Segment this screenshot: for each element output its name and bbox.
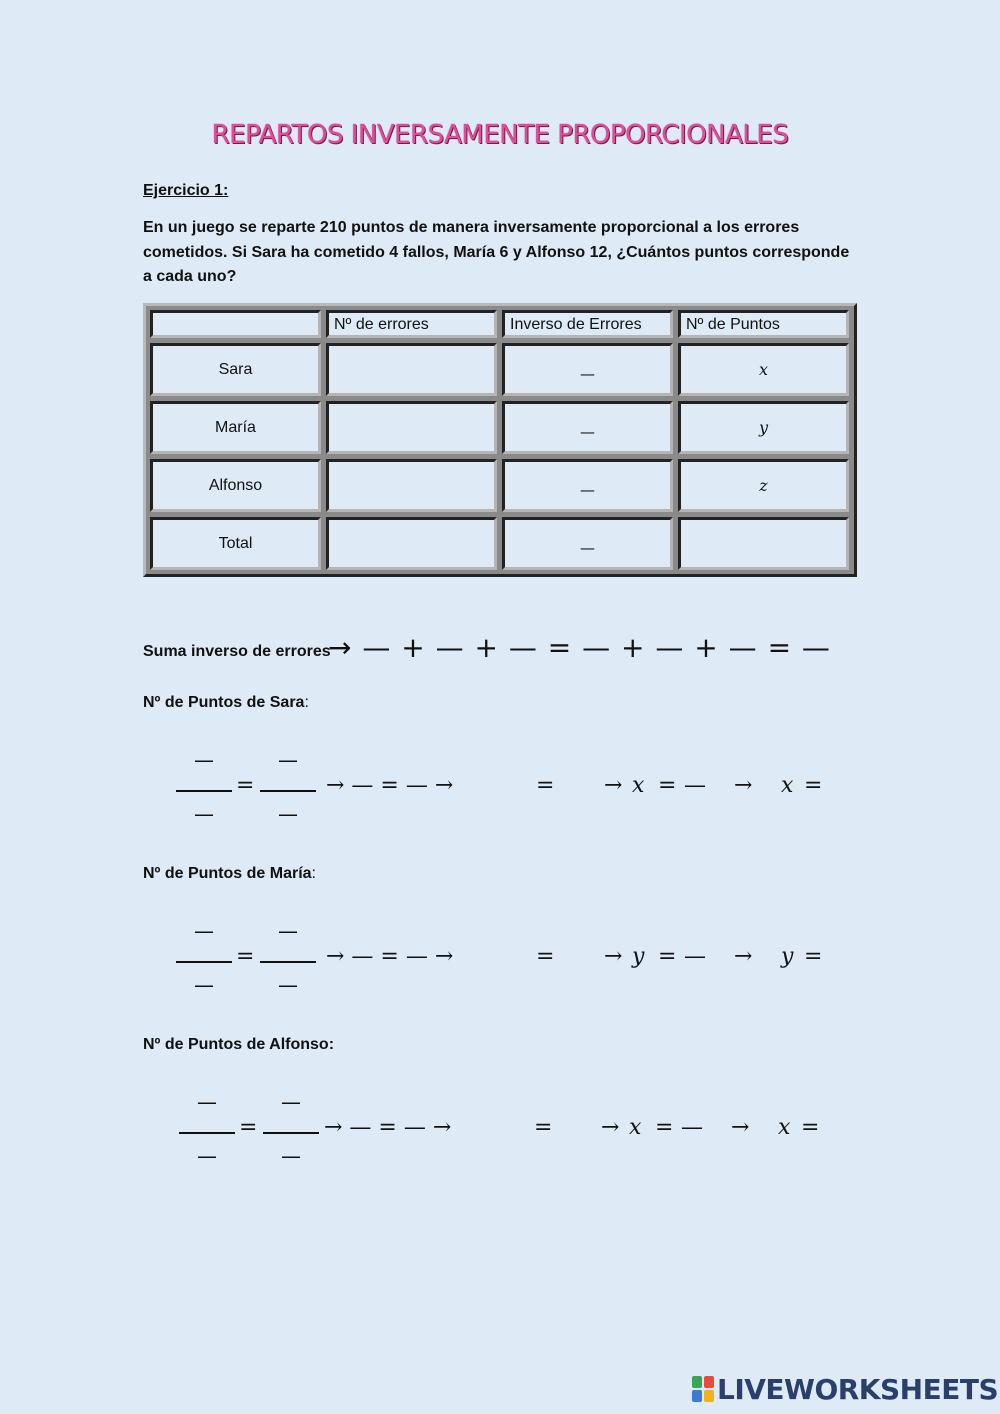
errors-input-total[interactable] [326, 517, 497, 570]
errors-input-maria[interactable] [326, 401, 497, 454]
fraction-2[interactable]: — — [260, 748, 316, 833]
fraction-1[interactable]: — — [179, 1090, 235, 1175]
table-header-errors: Nº de errores [326, 310, 497, 338]
logo-mark-icon [692, 1376, 714, 1402]
section-label-alfonso: Nº de Puntos de Alfonso: [143, 1036, 335, 1053]
liveworksheets-logo [692, 1373, 998, 1406]
page-title: REPARTOS INVERSAMENTE PROPORCIONALES [211, 120, 789, 150]
points-cell-maria: y [678, 401, 849, 454]
fraction-2[interactable]: — — [263, 1090, 319, 1175]
row-name-sara: Sara [150, 343, 321, 396]
table-header-empty [150, 310, 321, 338]
sum-inverse-expression[interactable]: → — + — + — = — + — + — = — [328, 631, 831, 664]
inverse-fraction-alfonso[interactable]: — [502, 459, 673, 512]
errors-input-alfonso[interactable] [326, 459, 497, 512]
equation-alfonso[interactable]: — — = — — → — = — → = → x = — → x = [179, 1090, 839, 1175]
inverse-fraction-total[interactable]: — [502, 517, 673, 570]
fraction-1[interactable]: — — [176, 748, 232, 833]
row-name-maria: María [150, 401, 321, 454]
row-name-total: Total [150, 517, 321, 570]
fraction-2[interactable]: — — [260, 919, 316, 1004]
points-cell-alfonso: z [678, 459, 849, 512]
inverse-fraction-sara[interactable]: — [502, 343, 673, 396]
exercise-label: Ejercicio 1: [143, 182, 229, 199]
data-table [143, 303, 857, 577]
logo-text: LIVEWORKSHEETS [717, 1373, 999, 1406]
inverse-fraction-maria[interactable]: — [502, 401, 673, 454]
equation-sara[interactable]: — — = — — → — = — → = → x = — → x = [176, 748, 836, 833]
equation-maria[interactable]: — — = — — → — = — → = → y = — → y = [176, 919, 836, 1004]
section-label-sara: Nº de Puntos de Sara: [143, 694, 309, 711]
table-header-points: Nº de Puntos [678, 310, 849, 338]
problem-text: En un juego se reparte 210 puntos de manera inversamente proporcional a los errores cometidos. Si Sara ha cometido 4 fallos, María 6 y Alfonso 12, ¿Cuántos puntos corresponde a cada uno? [143, 219, 850, 285]
points-cell-sara: x [678, 343, 849, 396]
errors-input-sara[interactable] [326, 343, 497, 396]
fraction-1[interactable]: — — [176, 919, 232, 1004]
row-name-alfonso: Alfonso [150, 459, 321, 512]
points-input-total[interactable] [678, 517, 849, 570]
sum-inverse-label: Suma inverso de errores [143, 643, 331, 660]
table-header-inverse: Inverso de Errores [502, 310, 673, 338]
section-label-maria: Nº de Puntos de María: [143, 865, 316, 882]
